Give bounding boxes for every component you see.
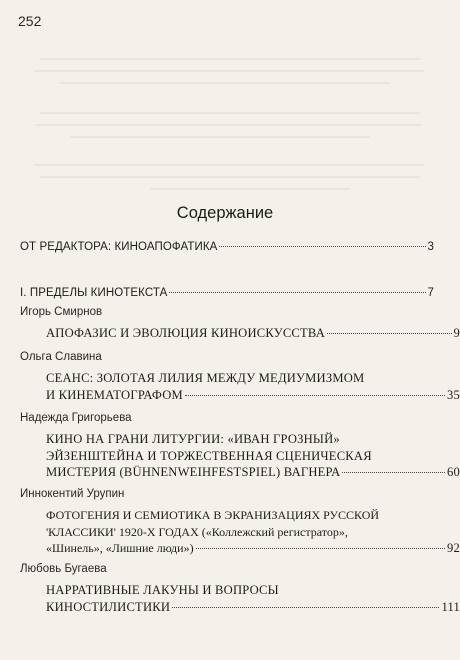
entry-title: АПОФАЗИС И ЭВОЛЮЦИЯ КИНОИСКУССТВА [46,326,326,340]
show-through-text [40,58,420,60]
entry-title-line: КИНО НА ГРАНИ ЛИТУРГИИ: «ИВАН ГРОЗНЫЙ» [46,432,340,446]
entry-page: 7 [427,287,434,299]
show-through-text [36,124,421,126]
entry-page: 9 [453,326,460,340]
show-through-text [150,188,350,190]
toc-title: Содержание [176,204,274,222]
entry-title-line: «Шинель», «Лишние люди») [46,541,194,555]
show-through-text [40,112,420,114]
toc-entry-urupin[interactable] [20,507,460,557]
entry-page: 35 [447,387,460,402]
leader-dots [219,246,425,247]
entry-title-line: 'КЛАССИКИ' 1920-Х ГОДАХ («Коллежский регистратор», [46,524,348,539]
author-name: Иннокентий Урупин [20,488,125,500]
author-name: Ольга Славина [20,351,102,363]
leader-dots [169,292,425,293]
entry-page: 111 [441,599,460,614]
author-name: Любовь Бугаева [20,563,107,575]
entry-title: I. ПРЕДЕЛЫ КИНОТЕКСТА [20,287,168,299]
author-name: Надежда Григорьева [20,412,132,424]
entry-title-line: ЭЙЗЕНШТЕЙНА И ТОРЖЕСТВЕННАЯ СЦЕНИЧЕСКАЯ [46,448,372,463]
leader-dots [327,333,451,334]
page-number: 252 [18,13,42,29]
toc-entry-editor[interactable] [20,241,434,253]
entry-page: 60 [447,465,460,479]
leader-dots [185,395,445,396]
show-through-text [60,82,390,84]
leader-dots [196,548,445,549]
show-through-text [34,164,424,166]
show-through-text [40,176,420,178]
entry-title-line: КИНОСТИЛИСТИКИ [46,599,171,614]
show-through-text [70,136,370,138]
entry-page: 3 [427,241,434,253]
entry-title-line: ФОТОГЕНИЯ И СЕМИОТИКА В ЭКРАНИЗАЦИЯХ РУССКОЙ [46,508,380,522]
leader-dots [342,472,445,473]
toc-entry-slavina[interactable] [20,370,460,403]
entry-page: 92 [447,541,460,555]
toc-entry-grigorieva[interactable] [20,431,460,481]
toc-entry-smirnov[interactable] [20,325,460,342]
author-name: Игорь Смирнов [20,306,103,318]
toc-entry-part-1[interactable] [20,287,434,299]
entry-title-line: И КИНЕМАТОГРАФОМ [46,387,183,402]
toc-entry-bugaeva[interactable] [20,582,460,615]
leader-dots [172,607,439,608]
show-through-text [34,70,424,72]
entry-title-line: СЕАНС: ЗОЛОТАЯ ЛИЛИЯ МЕЖДУ МЕДИУМИЗМОМ [46,371,365,385]
entry-title-line: МИСТЕРИЯ (BÜHNENWEIHFESTSPIEL) ВАГНЕРА [46,465,341,479]
entry-title-line: НАРРАТИВНЫЕ ЛАКУНЫ И ВОПРОСЫ [46,583,279,597]
entry-title: ОТ РЕДАКТОРА: КИНОАПОФАТИКА [20,241,218,253]
